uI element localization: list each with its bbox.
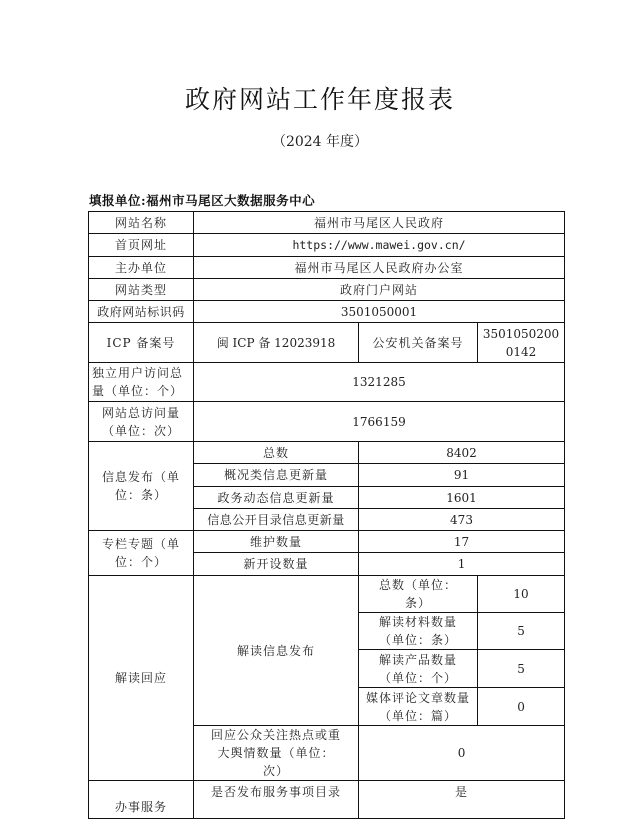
info-row-value: 91 bbox=[359, 464, 565, 487]
table-row-site-id bbox=[89, 301, 565, 323]
site-name-value: 福州市马尾区人民政府 bbox=[194, 212, 565, 234]
columns-row-value: 1 bbox=[359, 553, 565, 576]
interp-row-value: 0 bbox=[478, 688, 565, 726]
site-type-value: 政府门户网站 bbox=[194, 279, 565, 301]
interp-row-label: 解读材料数量（单位：条） bbox=[359, 613, 478, 650]
sponsor-label: 主办单位 bbox=[89, 257, 194, 279]
table-row-site-name bbox=[89, 212, 565, 234]
interpretation-sub-label: 解读信息发布 bbox=[194, 576, 359, 726]
response-label: 回应公众关注热点或重大舆情数量（单位：次） bbox=[194, 726, 359, 781]
report-year: （2024 年度） bbox=[271, 134, 369, 150]
info-row-label: 概况类信息更新量 bbox=[194, 464, 359, 487]
table-row-total-visits bbox=[89, 402, 565, 442]
columns-row-value: 17 bbox=[359, 531, 565, 553]
sponsor-value: 福州市马尾区人民政府办公室 bbox=[194, 257, 565, 279]
services-row-label: 是否发布服务事项目录 bbox=[194, 781, 359, 819]
interp-row-value: 5 bbox=[478, 650, 565, 688]
interp-row-value: 10 bbox=[478, 576, 565, 613]
table-row-unique-visitors bbox=[89, 363, 565, 402]
report-table bbox=[88, 211, 565, 819]
info-row-label: 信息公开目录信息更新量 bbox=[194, 509, 359, 531]
site-id-label: 政府网站标识码 bbox=[89, 301, 194, 323]
interp-row-label: 总数（单位：条） bbox=[359, 576, 478, 613]
info-row-value: 473 bbox=[359, 509, 565, 531]
icp-value: 闽 ICP 备 12023918 bbox=[194, 323, 359, 363]
info-publish-label: 信息发布（单位：条） bbox=[89, 442, 194, 531]
homepage-label: 首页网址 bbox=[89, 234, 194, 257]
police-record-label: 公安机关备案号 bbox=[359, 323, 478, 363]
icp-label: ICP 备案号 bbox=[89, 323, 194, 363]
site-type-label: 网站类型 bbox=[89, 279, 194, 301]
unique-visitors-label: 独立用户访问总量（单位：个） bbox=[89, 363, 194, 402]
info-row-label: 政务动态信息更新量 bbox=[194, 487, 359, 509]
interp-row-value: 5 bbox=[478, 613, 565, 650]
table-row-sponsor bbox=[89, 257, 565, 279]
info-row-value: 8402 bbox=[359, 442, 565, 464]
total-visits-value: 1766159 bbox=[194, 402, 565, 442]
interp-row-label: 解读产品数量（单位：个） bbox=[359, 650, 478, 688]
site-name-label: 网站名称 bbox=[89, 212, 194, 234]
table-row-info-total bbox=[89, 442, 565, 464]
table-row-icp bbox=[89, 323, 565, 363]
columns-row-label: 新开设数量 bbox=[194, 553, 359, 576]
page-title: 政府网站工作年度报表 bbox=[184, 85, 455, 114]
columns-label: 专栏专题（单位：个） bbox=[89, 531, 194, 576]
site-id-value: 3501050001 bbox=[194, 301, 565, 323]
services-row-value: 是 bbox=[359, 781, 565, 819]
interp-row-label: 媒体评论文章数量（单位：篇） bbox=[359, 688, 478, 726]
reporting-unit: 填报单位:福州市马尾区大数据服务中心 bbox=[89, 193, 316, 208]
info-row-label: 总数 bbox=[194, 442, 359, 464]
table-row-interp-total bbox=[89, 576, 565, 613]
homepage-value: https://www.mawei.gov.cn/ bbox=[194, 234, 565, 257]
services-label: 办事服务 bbox=[89, 781, 194, 819]
info-row-value: 1601 bbox=[359, 487, 565, 509]
table-row-services-catalog bbox=[89, 781, 565, 819]
table-row-columns-maintained bbox=[89, 531, 565, 553]
total-visits-label: 网站总访问量（单位：次） bbox=[89, 402, 194, 442]
table-row-homepage bbox=[89, 234, 565, 257]
police-record-value: 35010502000142 bbox=[478, 323, 565, 363]
unique-visitors-value: 1321285 bbox=[194, 363, 565, 402]
columns-row-label: 维护数量 bbox=[194, 531, 359, 553]
table-row-site-type bbox=[89, 279, 565, 301]
response-value: 0 bbox=[359, 726, 565, 781]
interpretation-label: 解读回应 bbox=[89, 576, 194, 781]
